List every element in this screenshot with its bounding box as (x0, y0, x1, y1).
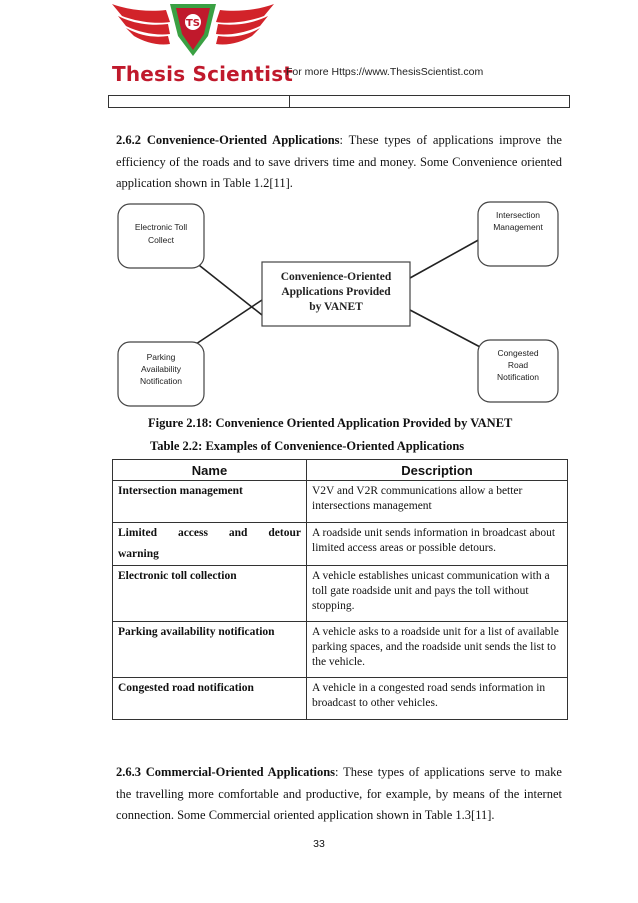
box-center-line3: by VANET (309, 301, 363, 313)
svg-text:TS: TS (185, 18, 201, 29)
box-top-right-line2: Management (493, 222, 543, 232)
box-bottom-left-line3: Notification (139, 376, 183, 386)
section-262-text: : These types of applications improve the efficiency of the roads and to save drivers time and money. Some Convenience oriented application shown in Table 1.2[11]. (116, 133, 562, 190)
box-bottom-right-line3: Notification (496, 372, 540, 382)
connector-line-tr (410, 238, 482, 278)
table-row (113, 566, 568, 622)
row-name: Congested road notification (113, 678, 307, 720)
table-fragment (108, 95, 570, 108)
header-description: Description (307, 460, 568, 481)
applications-table (112, 459, 568, 720)
row-description: V2V and V2R communications allow a better intersections management (307, 481, 568, 523)
section-263-paragraph (116, 762, 562, 827)
row-name-word: access (177, 527, 208, 539)
row-name (113, 523, 307, 566)
row-description: A roadside unit sends information in broadcast about limited access areas or possible detours. (307, 523, 568, 566)
row-description: A vehicle in a congested road sends information in broadcast to other vehicles. (307, 678, 568, 720)
table-row (113, 523, 568, 566)
section-263-text: : These types of applications serve to make the travelling more comfortable and productive, for example, by means of the internet connection. Some Commercial oriented application shown in Table 1.3[11]. (116, 765, 562, 822)
box-top-left-line2: Collect (148, 235, 174, 245)
row-name-word: and (228, 527, 248, 539)
row-description: A vehicle asks to a roadside unit for a list of available parking spaces, and the roadside unit sends the list to the vehicle. (307, 622, 568, 678)
table-header-row (113, 460, 568, 481)
row-name: Electronic toll collection (113, 566, 307, 622)
logo-icon (108, 0, 278, 62)
header-name: Name (113, 460, 307, 481)
table-caption: Table 2.2: Examples of Convenience-Oriented Applications (150, 439, 465, 453)
box-bottom-right-line1: Congested (497, 348, 539, 358)
row-description: A vehicle establishes unicast communication with a toll gate roadside unit and pays the toll without stopping. (307, 566, 568, 622)
box-center-line2: Applications Provided (281, 286, 391, 298)
page-number: 33 (313, 838, 325, 850)
section-263-heading: 2.6.3 Commercial-Oriented Applications (116, 765, 336, 779)
box-bottom-left-line2: Availability (140, 364, 182, 374)
brand-name: Thesis Scientist (112, 62, 294, 86)
row-name: Parking availability notification (113, 622, 307, 678)
row-name-tail: warning (118, 548, 159, 560)
row-name-word: detour (268, 527, 301, 539)
box-top-left-line1: Electronic Toll (134, 222, 188, 232)
box-bottom-right-line2: Road (507, 360, 529, 370)
header-url[interactable]: For more Https://www.ThesisScientist.com (286, 66, 484, 78)
section-262-heading: 2.6.2 Convenience-Oriented Applications (116, 133, 340, 147)
section-262-paragraph (116, 130, 562, 195)
connector-line-br (410, 310, 482, 348)
table-row (113, 678, 568, 720)
row-name-word: Limited (118, 527, 157, 539)
row-name: Intersection management (113, 481, 307, 523)
box-center-line1: Convenience-Oriented (280, 271, 392, 283)
box-top-right-line1: Intersection (496, 210, 540, 220)
vanet-diagram (112, 200, 562, 410)
table-row (113, 481, 568, 523)
figure-caption: Figure 2.18: Convenience Oriented Application Provided by VANET (148, 416, 513, 430)
box-bottom-left-line1: Parking (146, 352, 176, 362)
connector-line-bl (190, 300, 262, 348)
table-row (113, 622, 568, 678)
